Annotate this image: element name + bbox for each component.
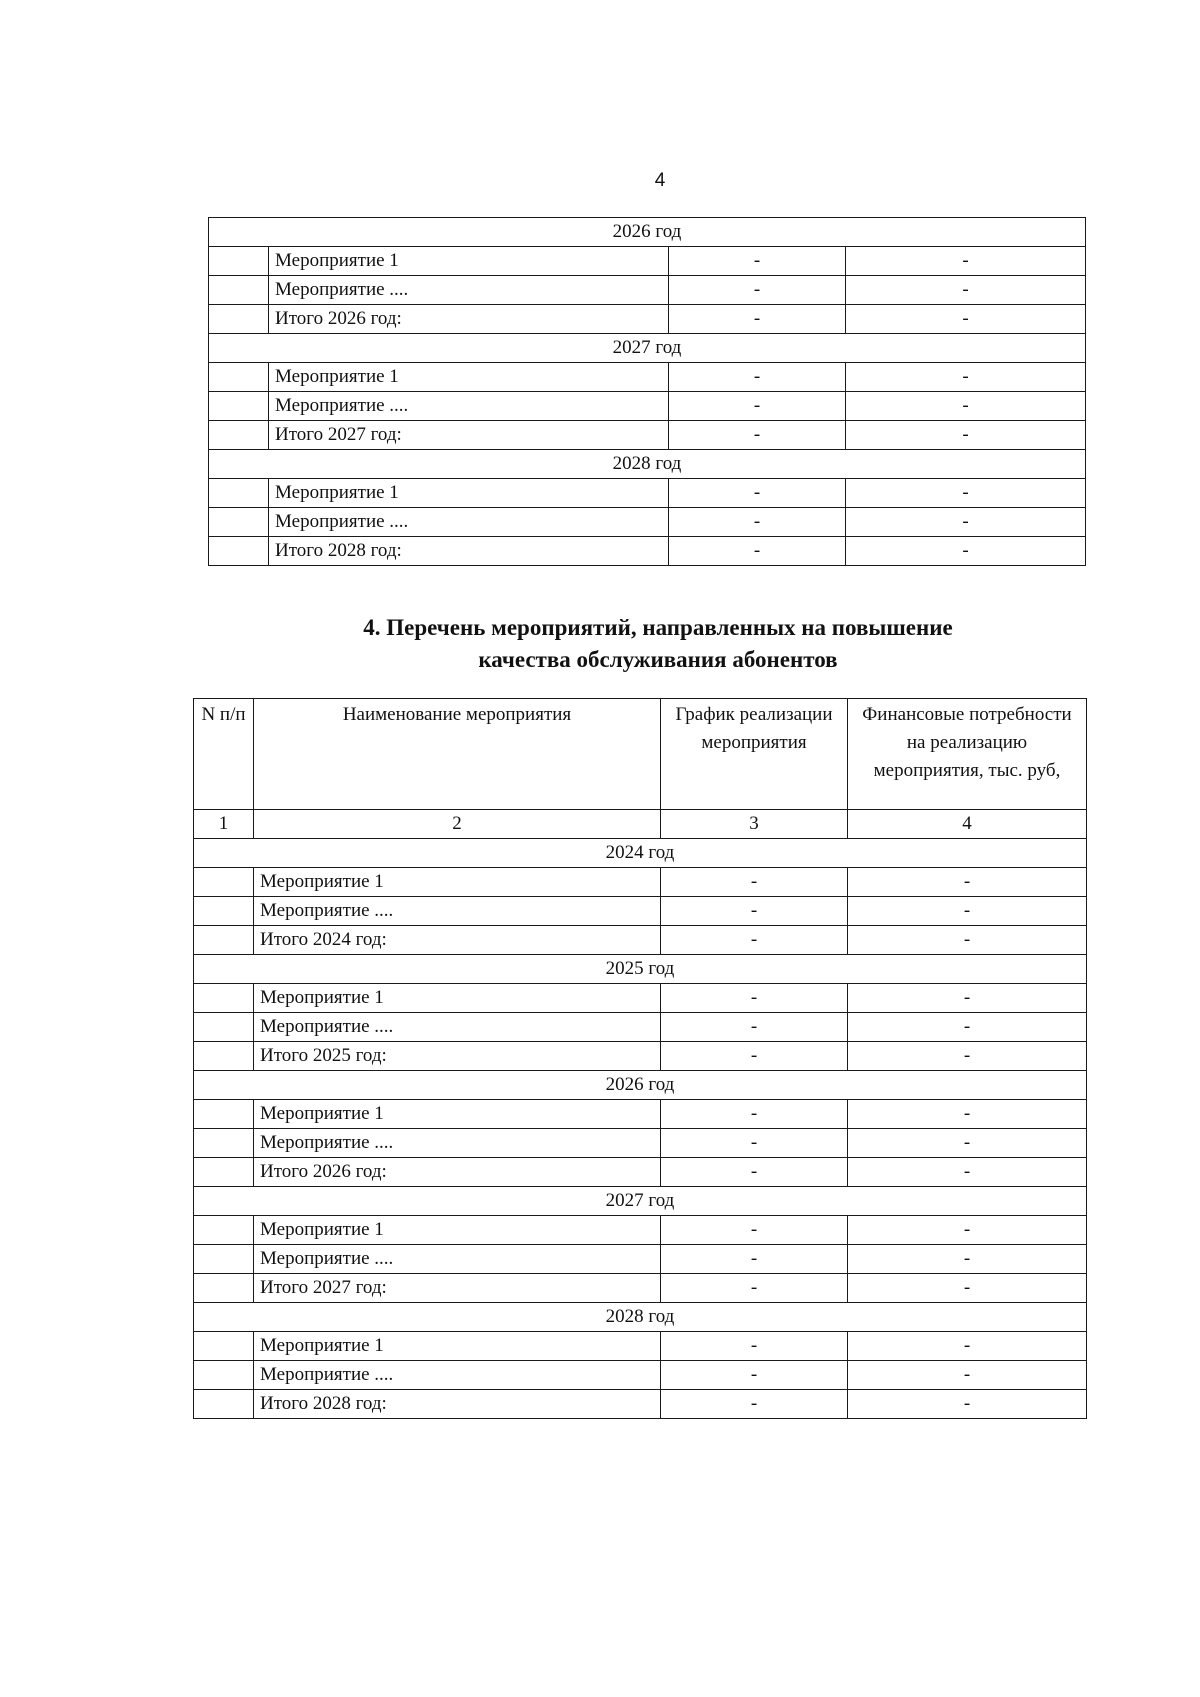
schedule-cell: - <box>661 926 848 955</box>
row-number-cell <box>194 1042 254 1071</box>
page-number: 4 <box>654 170 666 191</box>
year-heading: 2024 год <box>194 839 1087 868</box>
year-row <box>209 218 1086 247</box>
activity-name-cell: Итого 2027 год: <box>269 421 669 450</box>
financial-needs-cell: - <box>848 1274 1087 1303</box>
row-number-cell <box>209 363 269 392</box>
table-row <box>209 392 1086 421</box>
year-heading: 2027 год <box>209 334 1086 363</box>
schedule-cell: - <box>661 897 848 926</box>
year-heading: 2027 год <box>194 1187 1087 1216</box>
year-heading: 2028 год <box>194 1303 1087 1332</box>
row-number-cell <box>209 276 269 305</box>
activity-name-cell: Мероприятие .... <box>254 897 661 926</box>
schedule-cell: - <box>661 1245 848 1274</box>
schedule-cell: - <box>661 1013 848 1042</box>
activity-name-cell: Итого 2026 год: <box>254 1158 661 1187</box>
column-number-1: 1 <box>194 810 254 839</box>
row-number-cell <box>194 926 254 955</box>
financial-needs-cell: - <box>846 305 1086 334</box>
section-heading-line-1: 4. Перечень мероприятий, направленных на повышение <box>363 615 953 640</box>
year-row <box>194 1071 1087 1100</box>
year-row <box>194 839 1087 868</box>
activity-name-cell: Мероприятие .... <box>269 276 669 305</box>
table-row <box>194 1245 1087 1274</box>
table-row <box>209 363 1086 392</box>
year-row <box>209 334 1086 363</box>
financial-needs-cell: - <box>848 984 1087 1013</box>
schedule-cell: - <box>669 276 846 305</box>
schedule-cell: - <box>661 1100 848 1129</box>
year-heading: 2028 год <box>209 450 1086 479</box>
table-2-body <box>194 839 1087 1419</box>
header-schedule: График реализации мероприятия <box>661 699 848 810</box>
row-number-cell <box>194 1013 254 1042</box>
table-row <box>209 537 1086 566</box>
financial-needs-cell: - <box>848 1216 1087 1245</box>
activity-name-cell: Мероприятие 1 <box>269 479 669 508</box>
row-number-cell <box>194 868 254 897</box>
financial-needs-cell: - <box>846 508 1086 537</box>
year-heading: 2026 год <box>194 1071 1087 1100</box>
activity-name-cell: Мероприятие 1 <box>254 1216 661 1245</box>
year-row <box>194 955 1087 984</box>
financial-needs-cell: - <box>848 868 1087 897</box>
financial-needs-cell: - <box>846 363 1086 392</box>
table-row <box>194 868 1087 897</box>
activity-name-cell: Мероприятие .... <box>254 1245 661 1274</box>
financial-needs-cell: - <box>848 1013 1087 1042</box>
year-row <box>194 1187 1087 1216</box>
schedule-cell: - <box>669 421 846 450</box>
activity-name-cell: Итого 2028 год: <box>254 1390 661 1419</box>
table-row <box>209 276 1086 305</box>
table-row <box>194 1013 1087 1042</box>
financial-needs-cell: - <box>848 1332 1087 1361</box>
table-1-body <box>209 218 1086 566</box>
table-row <box>209 508 1086 537</box>
section-heading-line-2: качества обслуживания абонентов <box>478 647 838 672</box>
activity-name-cell: Мероприятие 1 <box>254 1100 661 1129</box>
row-number-cell <box>209 508 269 537</box>
financial-needs-cell: - <box>848 1129 1087 1158</box>
table-row <box>209 305 1086 334</box>
schedule-cell: - <box>669 508 846 537</box>
row-number-cell <box>209 247 269 276</box>
table-row <box>194 926 1087 955</box>
schedule-cell: - <box>661 1390 848 1419</box>
schedule-cell: - <box>669 537 846 566</box>
activity-name-cell: Мероприятие .... <box>254 1129 661 1158</box>
financial-needs-cell: - <box>846 479 1086 508</box>
row-number-cell <box>194 1274 254 1303</box>
activity-name-cell: Мероприятие .... <box>254 1013 661 1042</box>
financial-needs-cell: - <box>848 1361 1087 1390</box>
table-row <box>194 1042 1087 1071</box>
row-number-cell <box>194 1158 254 1187</box>
row-number-cell <box>194 1332 254 1361</box>
table-row <box>194 1390 1087 1419</box>
header-activity-name: Наименование мероприятия <box>254 699 661 810</box>
year-heading: 2026 год <box>209 218 1086 247</box>
activity-name-cell: Мероприятие .... <box>254 1361 661 1390</box>
table-row <box>209 421 1086 450</box>
row-number-cell <box>194 1100 254 1129</box>
row-number-cell <box>194 984 254 1013</box>
schedule-cell: - <box>669 305 846 334</box>
activity-name-cell: Мероприятие 1 <box>254 868 661 897</box>
row-number-cell <box>194 1361 254 1390</box>
table-row <box>194 1216 1087 1245</box>
table-row <box>194 984 1087 1013</box>
activity-name-cell: Итого 2026 год: <box>269 305 669 334</box>
row-number-cell <box>209 392 269 421</box>
table-row <box>209 247 1086 276</box>
table-row <box>194 1274 1087 1303</box>
service-quality-activities-table <box>193 698 1087 1419</box>
schedule-cell: - <box>669 392 846 421</box>
schedule-cell: - <box>661 1158 848 1187</box>
activity-name-cell: Мероприятие 1 <box>254 984 661 1013</box>
table-row <box>209 479 1086 508</box>
financial-needs-cell: - <box>848 1158 1087 1187</box>
schedule-cell: - <box>669 363 846 392</box>
row-number-cell <box>209 421 269 450</box>
activity-name-cell: Мероприятие 1 <box>254 1332 661 1361</box>
activity-name-cell: Итого 2028 год: <box>269 537 669 566</box>
activity-name-cell: Мероприятие .... <box>269 392 669 421</box>
schedule-cell: - <box>661 984 848 1013</box>
section-heading <box>0 612 1200 676</box>
header-row <box>194 699 1087 810</box>
financial-needs-cell: - <box>848 1100 1087 1129</box>
schedule-cell: - <box>669 479 846 508</box>
activity-name-cell: Мероприятие 1 <box>269 247 669 276</box>
financial-needs-cell: - <box>848 897 1087 926</box>
column-number-4: 4 <box>848 810 1087 839</box>
row-number-cell <box>209 537 269 566</box>
year-heading: 2025 год <box>194 955 1087 984</box>
table-row <box>194 1129 1087 1158</box>
activity-name-cell: Мероприятие 1 <box>269 363 669 392</box>
row-number-cell <box>194 1216 254 1245</box>
year-row <box>194 1303 1087 1332</box>
financial-needs-cell: - <box>846 247 1086 276</box>
schedule-cell: - <box>661 1361 848 1390</box>
activity-name-cell: Итого 2027 год: <box>254 1274 661 1303</box>
schedule-cell: - <box>661 1216 848 1245</box>
year-row <box>209 450 1086 479</box>
table-row <box>194 1100 1087 1129</box>
header-number: N п/п <box>194 699 254 810</box>
financial-needs-cell: - <box>846 421 1086 450</box>
schedule-cell: - <box>661 1274 848 1303</box>
schedule-cell: - <box>669 247 846 276</box>
schedule-cell: - <box>661 1332 848 1361</box>
header-financial-needs: Финансовые потребности на реализацию мероприятия, тыс. руб, <box>848 699 1087 810</box>
financial-needs-cell: - <box>846 537 1086 566</box>
column-number-2: 2 <box>254 810 661 839</box>
schedule-cell: - <box>661 868 848 897</box>
row-number-cell <box>194 1390 254 1419</box>
row-number-cell <box>194 897 254 926</box>
row-number-cell <box>209 479 269 508</box>
table-row <box>194 897 1087 926</box>
row-number-cell <box>194 1129 254 1158</box>
financial-needs-cell: - <box>848 926 1087 955</box>
schedule-cell: - <box>661 1042 848 1071</box>
activities-table-continued <box>208 217 1086 566</box>
activity-name-cell: Итого 2025 год: <box>254 1042 661 1071</box>
activity-name-cell: Мероприятие .... <box>269 508 669 537</box>
financial-needs-cell: - <box>848 1042 1087 1071</box>
row-number-cell <box>194 1245 254 1274</box>
financial-needs-cell: - <box>846 392 1086 421</box>
column-number-row <box>194 810 1087 839</box>
table-row <box>194 1361 1087 1390</box>
column-number-3: 3 <box>661 810 848 839</box>
schedule-cell: - <box>661 1129 848 1158</box>
table-row <box>194 1332 1087 1361</box>
financial-needs-cell: - <box>846 276 1086 305</box>
row-number-cell <box>209 305 269 334</box>
table-row <box>194 1158 1087 1187</box>
activity-name-cell: Итого 2024 год: <box>254 926 661 955</box>
financial-needs-cell: - <box>848 1390 1087 1419</box>
financial-needs-cell: - <box>848 1245 1087 1274</box>
